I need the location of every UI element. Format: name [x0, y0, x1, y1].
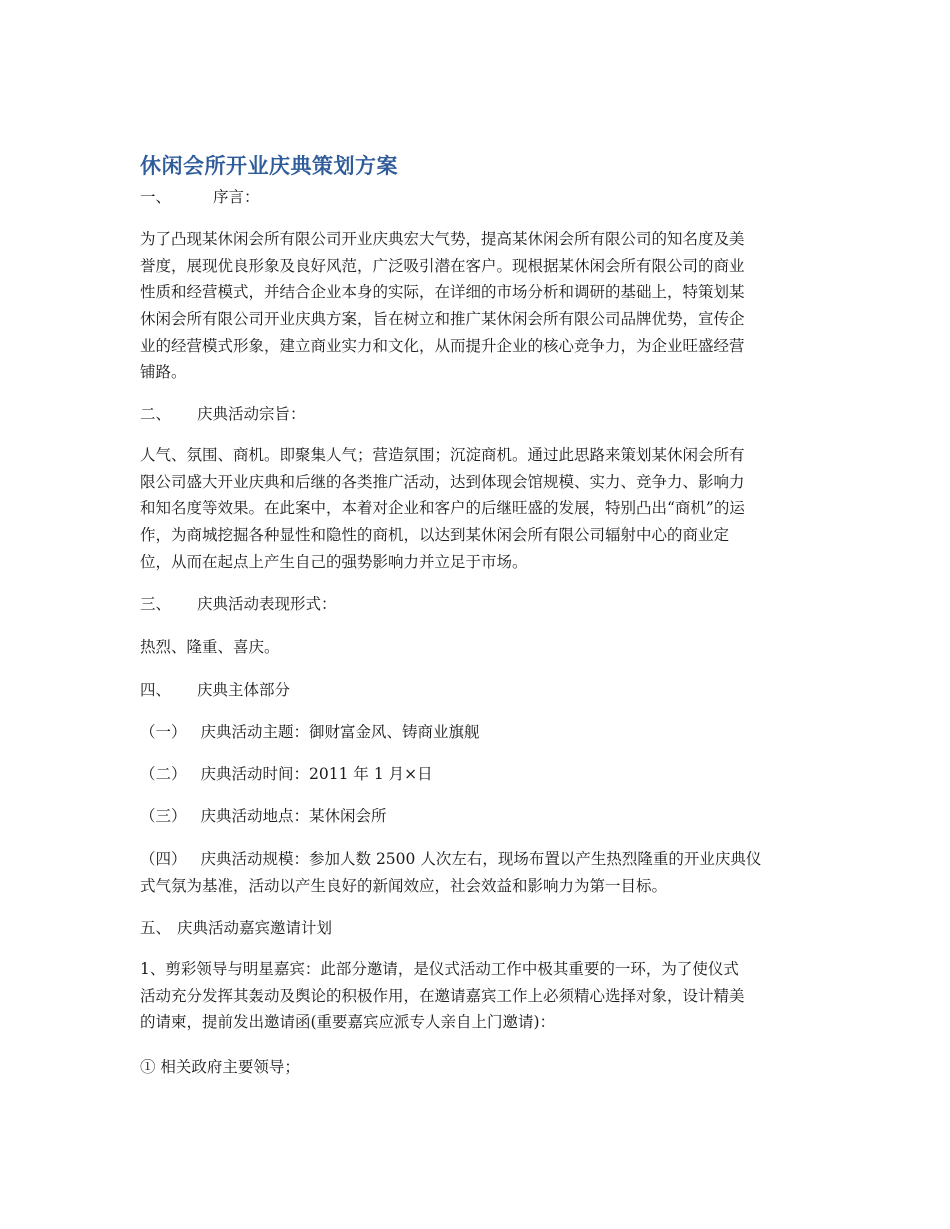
list-item-1	[140, 719, 820, 746]
list-item-3	[140, 803, 820, 830]
paragraph-line: 为了凸现某休闲会所有限公司开业庆典宏大气势，提高某休闲会所有限公司的知名度及美	[140, 230, 745, 248]
document-title: 休闲会所开业庆典策划方案	[140, 154, 398, 178]
paragraph-line: 的请柬，提前发出邀请函(重要嘉宾应派专人亲自上门邀请)：	[140, 1013, 556, 1032]
section-heading-5	[140, 915, 820, 942]
section-number: 一、	[140, 188, 172, 206]
item-number: （三）	[140, 807, 187, 825]
section-label: 庆典活动表现形式：	[197, 595, 337, 613]
section-heading-2	[140, 401, 820, 428]
paragraph-line: 限公司盛大开业庆典和后继的各类推广活动，达到体现会馆规模、实力、竞争力、影响力	[140, 472, 745, 491]
item-number: （四）	[140, 850, 187, 868]
paragraph-form	[140, 634, 820, 661]
list-item-2	[140, 761, 820, 788]
section-label: 序言：	[213, 188, 260, 206]
section-label: 庆典活动宗旨：	[197, 405, 306, 423]
section-heading-4	[140, 677, 820, 704]
item-text: 庆典活动规模：参加人数 2500 人次左右，现场布置以产生热烈隆重的开业庆典仪	[200, 850, 762, 868]
paragraph-line: 和知名度等效果。在此案中，本着对企业和客户的后继旺盛的发展，特别凸出“商机”的运	[140, 499, 745, 518]
item-text: 庆典活动主题：御财富金风、铸商业旗舰	[200, 723, 480, 741]
list-item-guest-1	[140, 1054, 820, 1081]
paragraph-guests	[140, 956, 820, 1036]
paragraph-preface	[140, 226, 820, 386]
section-heading-1	[140, 184, 820, 211]
paragraph-line: ① 相关政府主要领导；	[140, 1058, 300, 1076]
section-label: 庆典活动嘉宾邀请计划	[177, 919, 333, 937]
section-heading-3	[140, 591, 820, 618]
paragraph-line: 业的经营模式形象，建立商业实力和文化，从而提升企业的核心竞争力，为企业旺盛经营	[140, 336, 745, 355]
section-label: 庆典主体部分	[197, 681, 291, 699]
item-text: 庆典活动地点：某休闲会所	[200, 807, 387, 825]
paragraph-line: 性质和经营模式，并结合企业本身的实际，在详细的市场分析和调研的基础上，特策划某	[140, 283, 745, 302]
section-number: 二、	[140, 405, 172, 423]
item-number: （一）	[140, 723, 187, 741]
paragraph-line: 誉度，展现优良形象及良好风范，广泛吸引潜在客户。现根据某休闲会所有限公司的商业	[140, 256, 745, 275]
paragraph-line: 热烈、隆重、喜庆。	[140, 638, 280, 656]
paragraph-line: 活动充分发挥其轰动及舆论的积极作用，在邀请嘉宾工作上必须精心选择对象，设计精美	[140, 986, 745, 1005]
paragraph-line: 位，从而在起点上产生自己的强势影响力并立足于市场。	[140, 552, 528, 571]
paragraph-line: 作，为商城挖掘各种显性和隐性的商机，以达到某休闲会所有限公司辐射中心的商业定	[140, 526, 730, 545]
paragraph-purpose	[140, 442, 820, 575]
paragraph-line: 式气氛为基准，活动以产生良好的新闻效应，社会效益和影响力为第一目标。	[140, 876, 668, 895]
paragraph-line: 人气、氛围、商机。即聚集人气；营造氛围；沉淀商机。通过此思路来策划某休闲会所有	[140, 446, 745, 464]
section-number: 五、	[140, 919, 172, 937]
list-item-4	[140, 846, 820, 899]
paragraph-line: 休闲会所有限公司开业庆典方案，旨在树立和推广某休闲会所有限公司品牌优势，宣传企	[140, 310, 745, 329]
section-number: 三、	[140, 595, 172, 613]
item-number: （二）	[140, 765, 187, 783]
section-number: 四、	[140, 681, 172, 699]
paragraph-line: 铺路。	[140, 363, 187, 382]
item-text: 庆典活动时间：2011 年 1 月×日	[200, 765, 433, 783]
paragraph-line: 1、剪彩领导与明星嘉宾：此部分邀请，是仪式活动工作中极其重要的一环，为了使仪式	[140, 960, 739, 978]
